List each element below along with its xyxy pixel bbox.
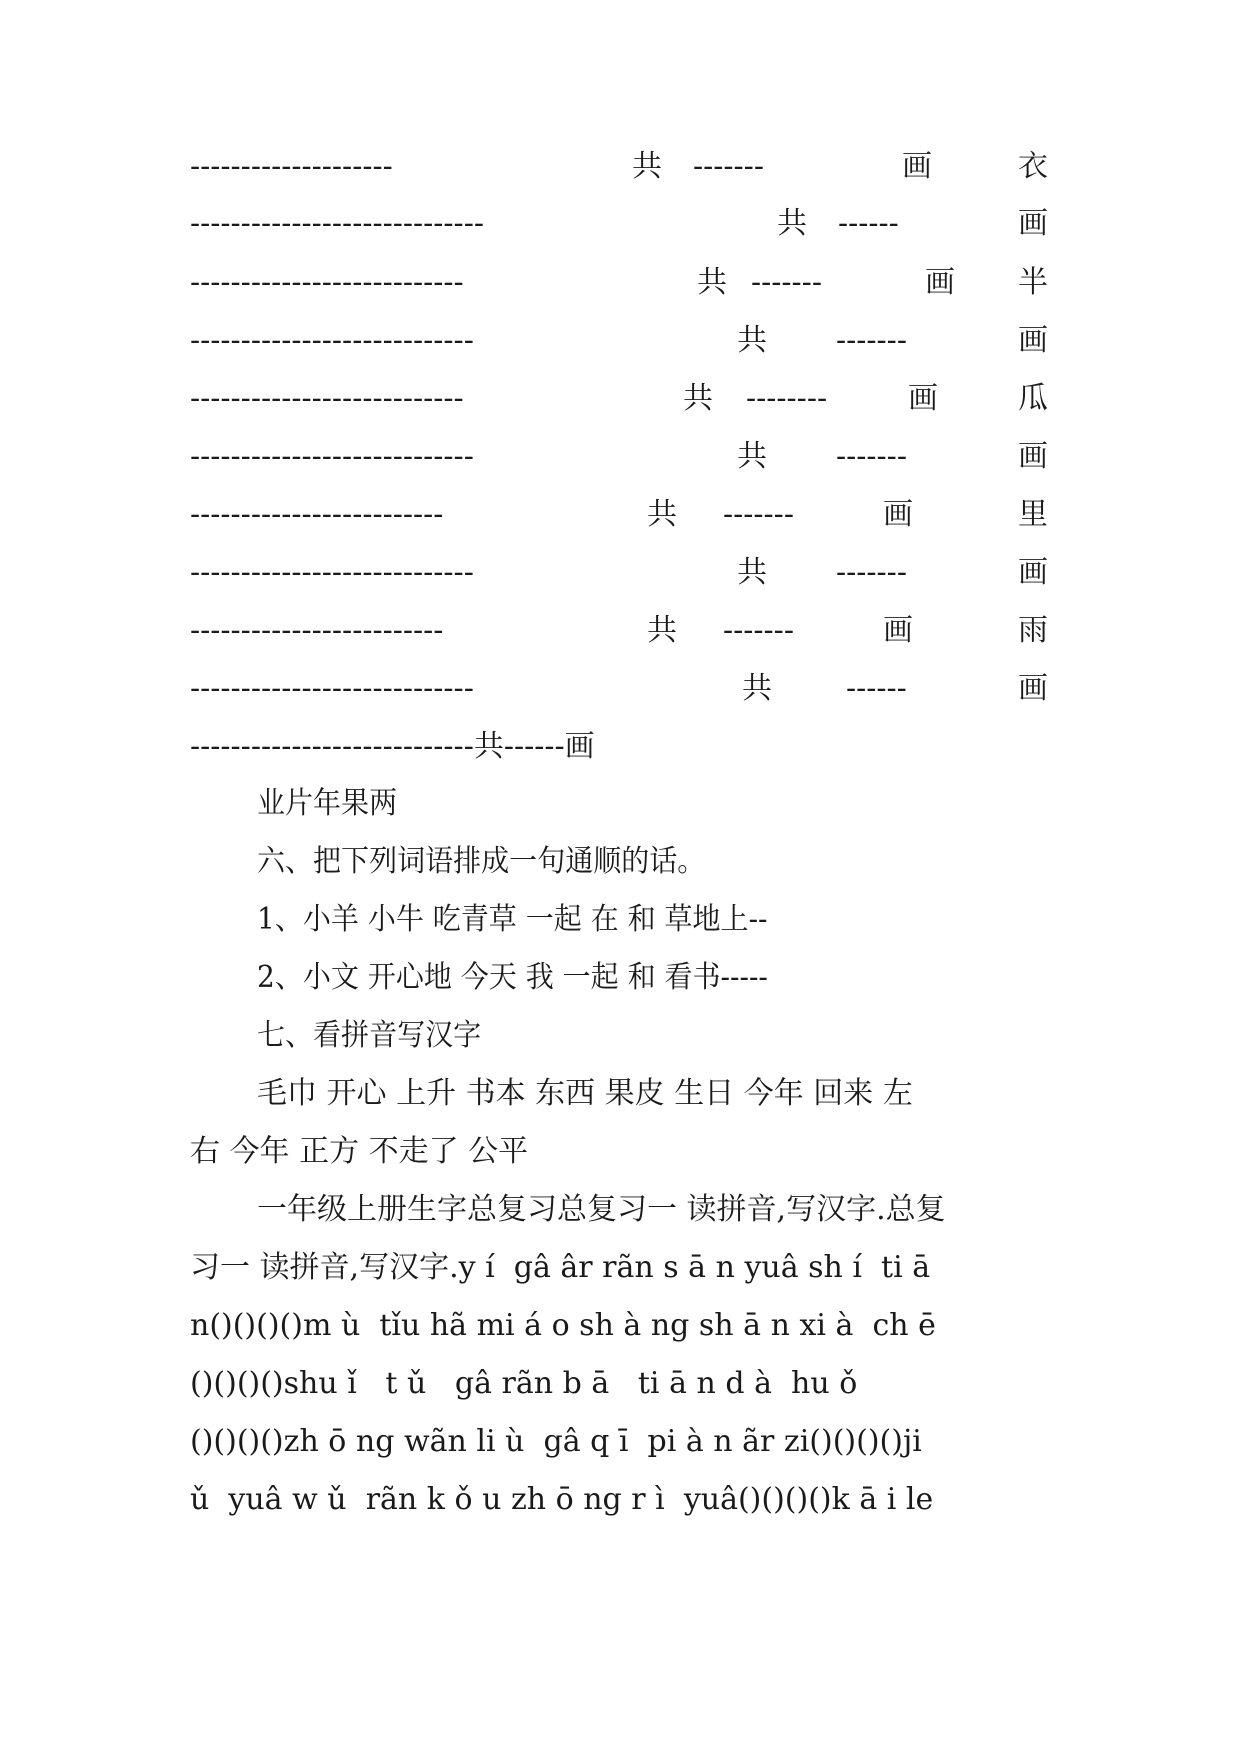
- review-paragraph-line: n()()()()m ù tǐu hã mi á o sh à ng sh ā n xi à ch ē: [190, 1308, 936, 1343]
- stroke-blank-line: ----------------------------: [190, 555, 474, 590]
- stroke-unit-label: 画: [1018, 671, 1048, 706]
- section-7-heading: 七、看拼音写汉字: [257, 1018, 482, 1053]
- review-paragraph-line: ()()()()zh ō ng wãn li ù gâ q ī pi à n ãr zi()()()()ji: [190, 1424, 922, 1459]
- stroke-blank-line: -------------------------: [190, 497, 444, 532]
- stroke-total-label: 共: [697, 265, 727, 300]
- stroke-unit-label: 画: [902, 149, 932, 184]
- character-list: 业片年果两: [257, 786, 398, 821]
- target-character: 瓜: [1018, 381, 1048, 416]
- target-character: 半: [1018, 265, 1048, 300]
- stroke-unit-label: 画: [925, 265, 955, 300]
- stroke-total-label: 共: [777, 206, 807, 241]
- stroke-blank-line: ----------------------------: [190, 323, 474, 358]
- target-character: 衣: [1018, 149, 1048, 184]
- review-paragraph-line: 一年级上册生字总复习总复习一 读拼音,写汉字.总复: [257, 1192, 946, 1227]
- review-paragraph-line: ǔ yuâ w ǔ rãn k ǒ u zh ō ng r ì yuâ()()()()k ā i le: [190, 1482, 934, 1517]
- stroke-unit-label: 画: [1018, 206, 1048, 241]
- stroke-unit-label: 画: [1018, 323, 1048, 358]
- stroke-last-line: ----------------------------共------画: [190, 729, 595, 764]
- stroke-total-label: 共: [632, 149, 662, 184]
- stroke-unit-label: 画: [908, 381, 938, 416]
- stroke-count-blank: -------: [723, 613, 794, 648]
- stroke-total-label: 共: [737, 439, 767, 474]
- stroke-total-label: 共: [647, 497, 677, 532]
- stroke-unit-label: 画: [1018, 555, 1048, 590]
- review-paragraph-line: 习一 读拼音,写汉字.y í gâ âr rãn s ā n yuâ sh í ti ā: [190, 1250, 931, 1285]
- target-character: 里: [1018, 497, 1048, 532]
- stroke-unit-label: 画: [883, 613, 913, 648]
- stroke-total-label: 共: [742, 671, 772, 706]
- stroke-count-blank: -------: [723, 497, 794, 532]
- stroke-total-label: 共: [737, 323, 767, 358]
- stroke-count-blank: -------: [836, 323, 907, 358]
- stroke-total-label: 共: [647, 613, 677, 648]
- stroke-count-blank: -------: [751, 265, 822, 300]
- stroke-count-blank: -------: [836, 555, 907, 590]
- stroke-count-blank: ------: [838, 206, 899, 241]
- section-6-heading: 六、把下列词语排成一句通顺的话。: [257, 844, 706, 879]
- section-6-question-1: 1、小羊 小牛 吃青草 一起 在 和 草地上--: [257, 902, 768, 937]
- stroke-total-label: 共: [737, 555, 767, 590]
- stroke-blank-line: ---------------------------: [190, 381, 464, 416]
- stroke-blank-line: --------------------: [190, 149, 393, 184]
- section-7-word-line: 右 今年 正方 不走了 公平: [190, 1134, 529, 1169]
- review-paragraph-line: ()()()()shu ǐ t ǔ gâ rãn b ā ti ā n d à hu ǒ: [190, 1366, 858, 1401]
- target-character: 雨: [1018, 613, 1048, 648]
- stroke-count-blank: -------: [836, 439, 907, 474]
- stroke-unit-label: 画: [1018, 439, 1048, 474]
- stroke-unit-label: 画: [883, 497, 913, 532]
- stroke-blank-line: ---------------------------: [190, 265, 464, 300]
- stroke-count-blank: --------: [746, 381, 828, 416]
- stroke-count-blank: ------: [846, 671, 907, 706]
- stroke-blank-line: ----------------------------: [190, 671, 474, 706]
- stroke-count-blank: -------: [693, 149, 764, 184]
- stroke-total-label: 共: [683, 381, 713, 416]
- stroke-blank-line: ----------------------------: [190, 439, 474, 474]
- stroke-blank-line: -------------------------: [190, 613, 444, 648]
- stroke-blank-line: -----------------------------: [190, 206, 484, 241]
- section-6-question-2: 2、小文 开心地 今天 我 一起 和 看书-----: [257, 960, 768, 995]
- section-7-word-line: 毛巾 开心 上升 书本 东西 果皮 生日 今年 回来 左: [257, 1076, 913, 1111]
